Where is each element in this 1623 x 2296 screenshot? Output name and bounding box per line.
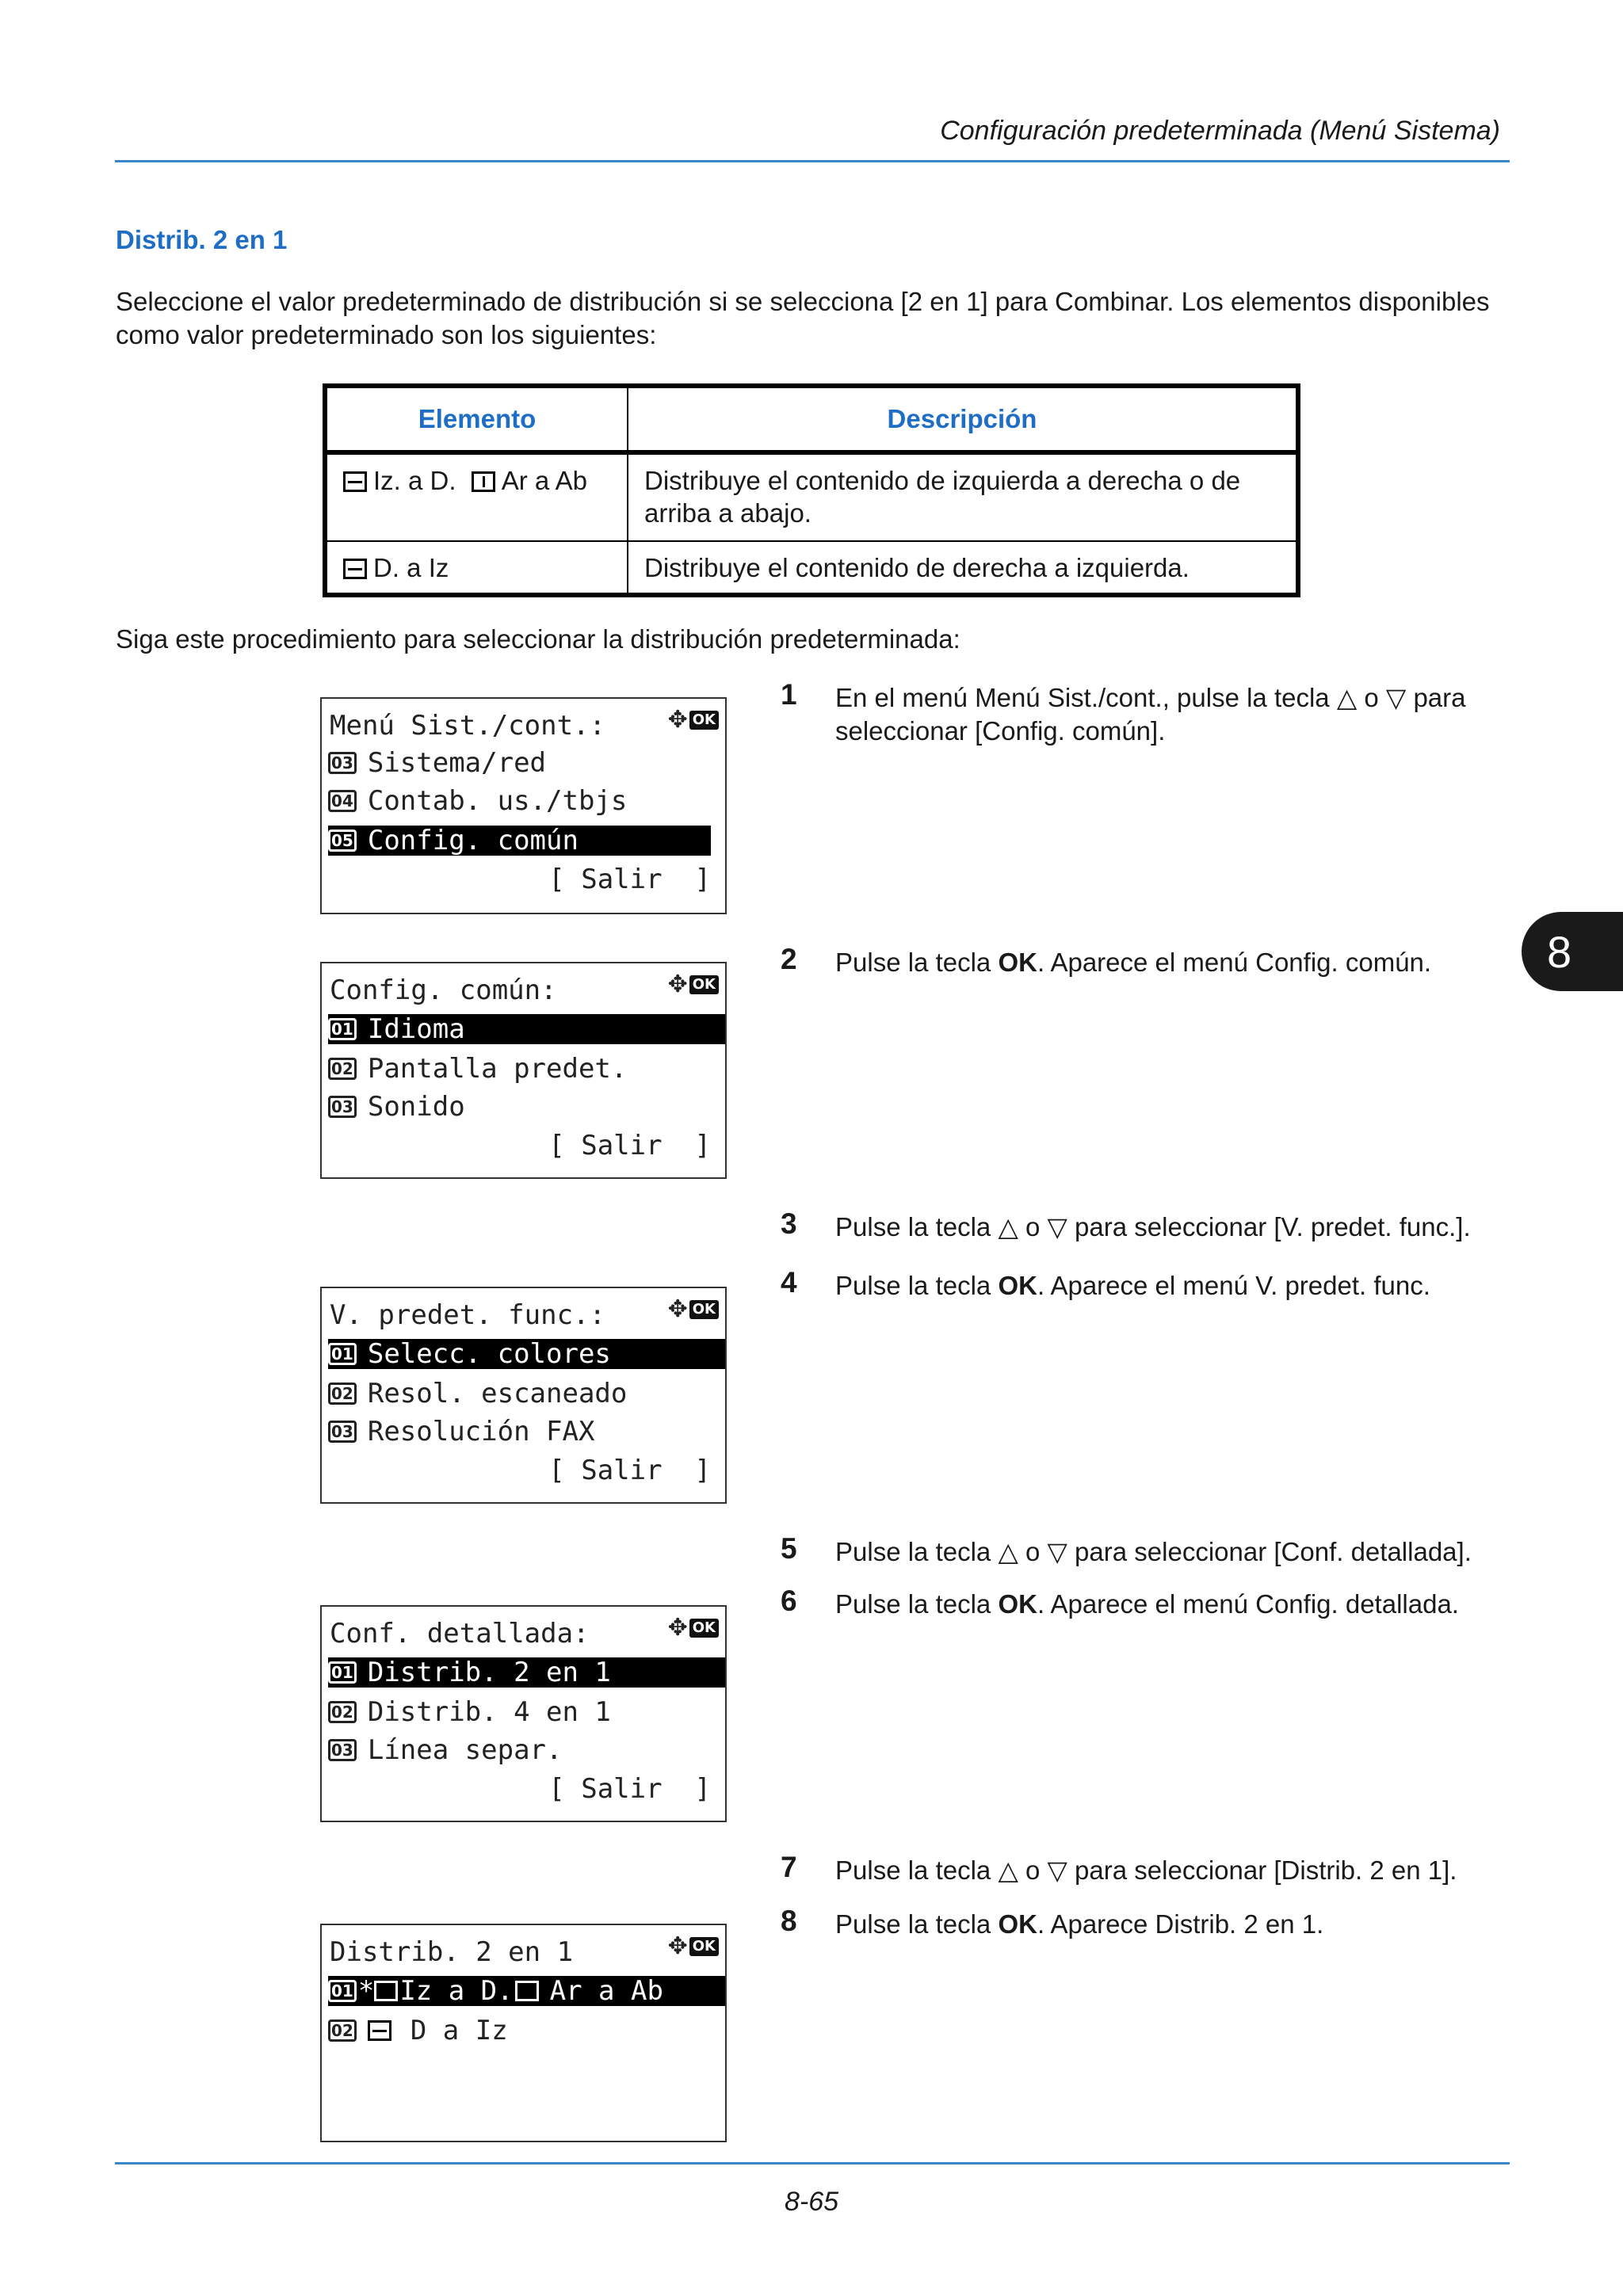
nav-ok-indicator: [667, 1295, 719, 1323]
item-label: Ar a Ab: [501, 466, 587, 495]
nav-ok-indicator: [668, 1616, 719, 1640]
menu-item[interactable]: [328, 1697, 725, 1727]
nav-ok-indicator: [668, 973, 719, 997]
item-number: 02: [328, 2019, 357, 2042]
item-label: Idioma: [367, 1013, 465, 1045]
step-text: Pulse la tecla △ o ▽ para seleccionar [Conf. detallada].: [835, 1537, 1472, 1566]
step-text: Pulse la tecla OK. Aparece el menú Config. común.: [835, 948, 1432, 977]
item-number: 02: [328, 1058, 357, 1080]
running-header: Configuración predeterminada (Menú Sistema): [940, 116, 1500, 146]
step-number: 8: [781, 1905, 797, 1937]
table-cell-item: [325, 452, 628, 541]
step-number: 7: [781, 1851, 797, 1883]
lcd-screen-detailed-config: [320, 1605, 727, 1822]
item-label: Distrib. 4 en 1: [367, 1696, 611, 1728]
menu-item[interactable]: [328, 2016, 725, 2046]
menu-item-selected[interactable]: [328, 1976, 725, 2006]
section-heading: Distrib. 2 en 1: [116, 225, 288, 254]
step-text: Pulse la tecla △ o ▽ para seleccionar [V. predet. func.].: [835, 1212, 1471, 1241]
lcd-screen-system-menu: [320, 697, 727, 914]
page-number: 8-65: [784, 2187, 839, 2217]
table-cell-item: [325, 541, 628, 595]
lcd-screen-common-config: [320, 962, 727, 1179]
item-label: Línea separ.: [367, 1734, 563, 1766]
lcd-screen-function-defaults: [320, 1287, 727, 1504]
step-number: 4: [781, 1266, 797, 1299]
table-header-description: Descripción: [628, 386, 1298, 452]
lcd-screen-2in1-layout: [320, 1924, 727, 2142]
item-label: Distrib. 2 en 1: [367, 1657, 611, 1688]
step-number: 2: [781, 943, 797, 975]
top-to-bottom-icon: [515, 1981, 539, 2001]
right-to-left-icon: [343, 559, 367, 579]
item-number: 01: [328, 1980, 357, 2002]
menu-item-selected[interactable]: [328, 1014, 725, 1044]
item-label: Selecc. colores: [367, 1338, 611, 1370]
menu-item[interactable]: [328, 1379, 725, 1409]
step-number: 3: [781, 1207, 797, 1240]
item-number: 01: [328, 1343, 357, 1365]
layout-options-table: [323, 383, 1300, 597]
exit-softkey[interactable]: [ Salir ]: [548, 1455, 711, 1486]
item-number: 04: [328, 790, 357, 812]
menu-item-selected[interactable]: [328, 1657, 725, 1688]
menu-item[interactable]: [328, 1735, 725, 1765]
screen-title: Config. común:: [330, 974, 557, 1006]
step-text: Pulse la tecla OK. Aparece el menú Config. detallada.: [835, 1589, 1459, 1619]
menu-item[interactable]: [328, 1417, 725, 1447]
item-number: 03: [328, 752, 357, 774]
menu-item-selected[interactable]: [328, 826, 711, 856]
screen-title: Menú Sist./cont.:: [330, 710, 605, 742]
table-cell-description: Distribuye el contenido de derecha a izquierda.: [644, 553, 1190, 582]
left-to-right-icon: [343, 471, 367, 492]
item-label: Resolución FAX: [367, 1416, 595, 1447]
header-rule: [115, 160, 1510, 162]
table-cell-description: Distribuye el contenido de izquierda a derecha o de arriba a abajo.: [628, 452, 1298, 541]
exit-softkey[interactable]: [ Salir ]: [548, 864, 711, 895]
screen-title: Distrib. 2 en 1: [330, 1936, 574, 1968]
left-to-right-icon: [374, 1981, 398, 2001]
screen-title: Conf. detallada:: [330, 1618, 590, 1650]
menu-item[interactable]: [328, 1054, 725, 1084]
ok-icon: OK: [689, 975, 719, 994]
four-way-arrow-icon: ✥: [667, 706, 688, 734]
item-label: Ar a Ab: [549, 1975, 663, 2007]
step-text: Pulse la tecla OK. Aparece Distrib. 2 en 1.: [835, 1909, 1324, 1939]
table-row: [325, 541, 1298, 595]
item-label: Iz a D.: [399, 1975, 514, 2007]
screen-title: V. predet. func.:: [330, 1299, 605, 1331]
four-way-arrow-icon: ✥: [667, 1932, 688, 1960]
menu-item[interactable]: [328, 748, 725, 778]
item-label: Iz. a D.: [373, 466, 456, 495]
four-way-arrow-icon: ✥: [667, 1614, 688, 1642]
item-number: 03: [328, 1096, 357, 1118]
procedure-intro: Siga este procedimiento para seleccionar la distribución predeterminada:: [116, 624, 960, 654]
step-text: Pulse la tecla OK. Aparece el menú V. predet. func.: [835, 1271, 1430, 1300]
item-number: 03: [328, 1421, 357, 1443]
item-number: 01: [328, 1661, 357, 1684]
nav-ok-indicator: [668, 708, 719, 732]
item-label: Pantalla predet.: [367, 1053, 628, 1085]
menu-item[interactable]: [328, 786, 725, 816]
item-number: 05: [328, 830, 357, 852]
table-row: [325, 452, 1298, 541]
step-text: En el menú Menú Sist./cont., pulse la tecla △ o ▽ para seleccionar [Config. común].: [835, 683, 1466, 746]
current-value-marker: *: [357, 1975, 375, 2007]
footer-rule: [115, 2162, 1510, 2164]
ok-icon: OK: [689, 1300, 719, 1319]
top-to-bottom-icon: [472, 471, 495, 492]
ok-icon: OK: [689, 1619, 719, 1638]
item-label: Sonido: [367, 1091, 465, 1123]
item-label: D. a Iz: [373, 553, 449, 582]
step-number: 6: [781, 1585, 797, 1617]
intro-paragraph: Seleccione el valor predeterminado de distribución si se selecciona [2 en 1] para Combinar. Los elementos disponibles como valor predeterminado son los siguientes:: [116, 287, 1490, 349]
menu-item-selected[interactable]: [328, 1339, 725, 1369]
exit-softkey[interactable]: [ Salir ]: [548, 1773, 711, 1805]
step-number: 5: [781, 1532, 797, 1565]
nav-ok-indicator: [667, 1932, 719, 1960]
item-number: 01: [328, 1018, 357, 1040]
four-way-arrow-icon: ✥: [667, 971, 688, 998]
chapter-tab: 8: [1522, 912, 1623, 991]
item-label: Resol. escaneado: [367, 1378, 628, 1409]
ok-icon: OK: [689, 1937, 719, 1956]
item-label: D a Iz: [410, 2015, 508, 2046]
exit-softkey[interactable]: [ Salir ]: [548, 1130, 711, 1161]
table-header-element: Elemento: [325, 386, 628, 452]
item-label: Contab. us./tbjs: [367, 785, 628, 817]
item-number: 03: [328, 1739, 357, 1761]
item-number: 02: [328, 1383, 357, 1405]
menu-item[interactable]: [328, 1092, 725, 1122]
step-text: Pulse la tecla △ o ▽ para seleccionar [Distrib. 2 en 1].: [835, 1855, 1457, 1885]
item-number: 02: [328, 1701, 357, 1723]
right-to-left-icon: [368, 2020, 391, 2041]
item-label: Sistema/red: [367, 747, 547, 779]
four-way-arrow-icon: ✥: [667, 1295, 688, 1323]
item-label: Config. común: [367, 825, 579, 856]
ok-icon: OK: [689, 711, 719, 730]
step-number: 1: [781, 678, 797, 711]
